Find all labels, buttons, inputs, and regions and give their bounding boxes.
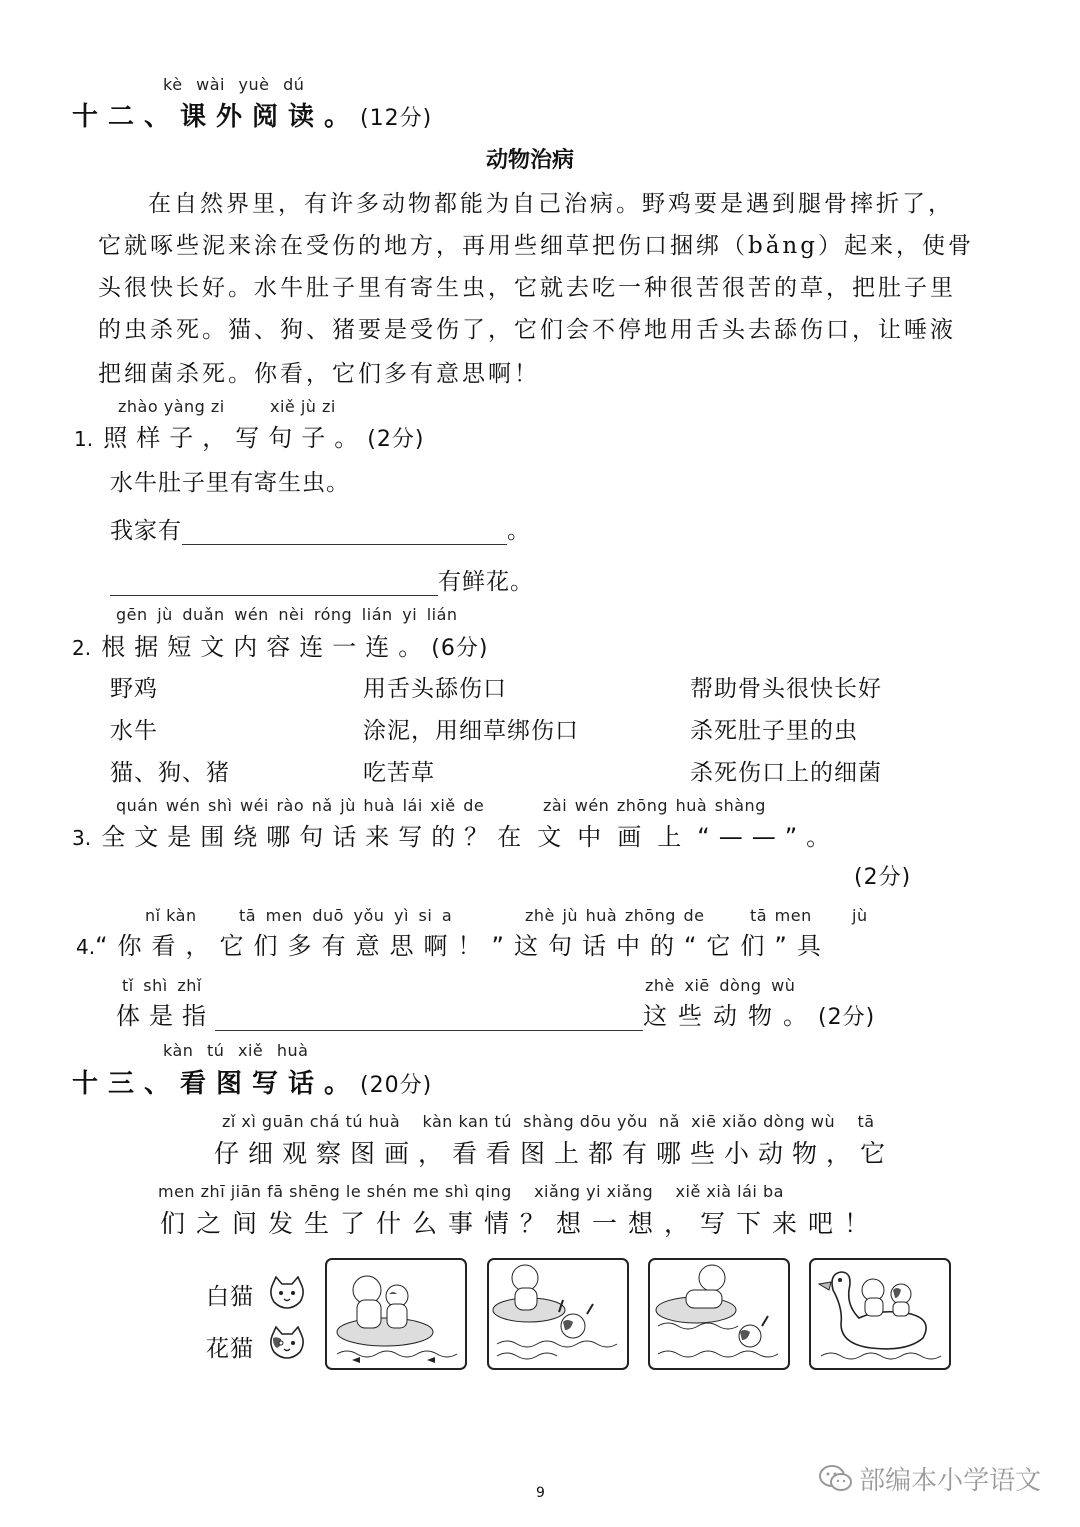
q4-text-a: 体是指 bbox=[116, 1002, 215, 1030]
picture-panel-3 bbox=[648, 1258, 790, 1370]
q3-number: 3. bbox=[72, 826, 92, 850]
page-number: 9 bbox=[536, 1485, 545, 1501]
picture-panel-1 bbox=[325, 1258, 467, 1370]
section13-score: (20分) bbox=[360, 1073, 433, 1098]
section12-heading bbox=[72, 96, 432, 133]
wechat-icon bbox=[818, 1464, 854, 1494]
q1-line2 bbox=[110, 563, 534, 596]
spotted-cat-head-icon bbox=[268, 1326, 308, 1360]
section13-heading bbox=[72, 1063, 432, 1100]
watermark-text: 部编本小学语文 bbox=[859, 1466, 1042, 1496]
q1-prompt bbox=[74, 418, 424, 453]
q2-score: (6分) bbox=[431, 636, 489, 661]
q4-blank[interactable] bbox=[215, 1002, 643, 1031]
q1-line1 bbox=[110, 512, 531, 545]
passage-line-2: 它就啄些泥来涂在受伤的地方，再用些细草把伤口捆绑（bǎng）起来，使骨 bbox=[98, 233, 974, 259]
section12-pinyin: kè wài yuè dú bbox=[163, 75, 305, 94]
q1-line2-suffix: 有鲜花。 bbox=[438, 569, 534, 595]
q3-text-b: 在文中画上 bbox=[497, 823, 698, 851]
section13-text-line1: 仔细观察图画，看看图上都有哪些小动物，它 bbox=[214, 1139, 895, 1168]
q4-pinyin-7: zhè xiē dòng wù bbox=[645, 976, 796, 995]
passage-line-1: 在自然界里，有许多动物都能为自己治病。野鸡要是遇到腿骨摔折了， bbox=[148, 191, 954, 217]
q4-prompt-line2 bbox=[116, 996, 875, 1031]
q2-action-1[interactable]: 用舌头舔伤口 bbox=[363, 676, 507, 702]
q4-pinyin-1: nǐ kàn bbox=[145, 906, 197, 925]
q4-pinyin-4: tā men bbox=[750, 906, 812, 925]
passage-title: 动物治病 bbox=[485, 148, 574, 173]
q2-result-2[interactable]: 杀死肚子里的虫 bbox=[690, 718, 858, 744]
section13-label: 十三、看图写话。 bbox=[72, 1069, 361, 1099]
q1-blank-1[interactable] bbox=[182, 518, 507, 545]
q1-line1-prefix: 我家有 bbox=[110, 518, 182, 544]
q1-example: 水牛肚子里有寄生虫。 bbox=[110, 470, 350, 496]
legend-spotted-label: 花猫 bbox=[206, 1336, 254, 1362]
section12-label: 十二、课外阅读。 bbox=[72, 102, 361, 132]
picture-panel-4 bbox=[809, 1258, 951, 1370]
section13-pinyin: kàn tú xiě huà bbox=[163, 1041, 309, 1060]
q2-result-3[interactable]: 杀死伤口上的细菌 bbox=[690, 760, 882, 786]
q4-prompt-line1 bbox=[76, 926, 831, 961]
q2-action-3[interactable]: 吃苦草 bbox=[363, 760, 435, 786]
passage-line-4: 的虫杀死。猫、狗、猪要是受伤了，它们会不停地用舌头去舔伤口，让唾液 bbox=[98, 317, 956, 343]
section13-text-line2: 们之间发生了什么事情？想一想，写下来吧！ bbox=[160, 1209, 881, 1238]
q4-number: 4. bbox=[76, 935, 96, 959]
q4-score: (2分) bbox=[818, 1005, 876, 1030]
q1-text-b: ，写句子。 bbox=[202, 424, 368, 452]
q3-score: (2分) bbox=[854, 865, 912, 890]
q2-animal-1[interactable]: 野鸡 bbox=[110, 676, 158, 702]
q4-pinyin-3: zhè jù huà zhōng de bbox=[525, 906, 705, 925]
watermark bbox=[818, 1460, 1041, 1497]
q1-number: 1. bbox=[74, 427, 94, 451]
section13-pinyin-line1: zǐ xì guān chá tú huà kàn kan tú shàng dōu yǒu nǎ xiē xiǎo dòng wù tā bbox=[222, 1112, 875, 1131]
passage-line-5: 把细菌杀死。你看，它们多有意思啊！ bbox=[98, 361, 540, 387]
section12-score: (12分) bbox=[360, 106, 433, 131]
picture-panel-2 bbox=[487, 1258, 629, 1370]
q2-animal-2[interactable]: 水牛 bbox=[110, 718, 158, 744]
q3-pinyin-a: quán wén shì wéi rào nǎ jù huà lái xiě de bbox=[116, 796, 485, 815]
q1-score: (2分) bbox=[367, 427, 425, 452]
q4-text-line1: “你看，它们多有意思啊！”这句话中的“它们”具 bbox=[95, 932, 831, 960]
q2-pinyin: gēn jù duǎn wén nèi róng lián yi lián bbox=[116, 605, 458, 624]
white-cat-head-icon bbox=[268, 1276, 306, 1310]
q3-text-c: “——”。 bbox=[697, 823, 840, 851]
q4-text-b: 这些动物。 bbox=[643, 1002, 818, 1030]
q1-text-a: 照样子 bbox=[103, 424, 203, 452]
passage-line-3: 头很快长好。水牛肚子里有寄生虫，它就去吃一种很苦很苦的草，把肚子里 bbox=[98, 275, 956, 301]
q4-pinyin-2: tā men duō yǒu yì si a bbox=[239, 906, 453, 925]
q3-pinyin-b: zài wén zhōng huà shàng bbox=[543, 796, 766, 815]
q4-pinyin-6: tǐ shì zhǐ bbox=[122, 976, 202, 995]
q1-blank-2[interactable] bbox=[110, 569, 438, 596]
section13-pinyin-line2: men zhī jiān fā shēng le shén me shì qing xiǎng yi xiǎng xiě xià lái ba bbox=[158, 1182, 784, 1201]
legend-white-label: 白猫 bbox=[206, 1284, 254, 1310]
q1-pinyin-b: xiě jù zi bbox=[270, 397, 336, 416]
q2-result-1[interactable]: 帮助骨头很快长好 bbox=[690, 676, 882, 702]
q4-pinyin-5: jù bbox=[852, 906, 868, 925]
q1-pinyin-a: zhào yàng zi bbox=[118, 397, 225, 416]
q2-action-2[interactable]: 涂泥，用细草绑伤口 bbox=[363, 718, 579, 744]
q2-number: 2. bbox=[72, 636, 92, 660]
q1-line1-suffix: 。 bbox=[507, 518, 531, 544]
q3-prompt bbox=[72, 817, 839, 852]
q2-animal-3[interactable]: 猫、狗、猪 bbox=[110, 760, 230, 786]
q2-text: 根据短文内容连一连。 bbox=[101, 633, 432, 661]
q2-prompt bbox=[72, 627, 488, 662]
q3-text-a: 全文是围绕哪句话来写的？ bbox=[101, 823, 498, 851]
